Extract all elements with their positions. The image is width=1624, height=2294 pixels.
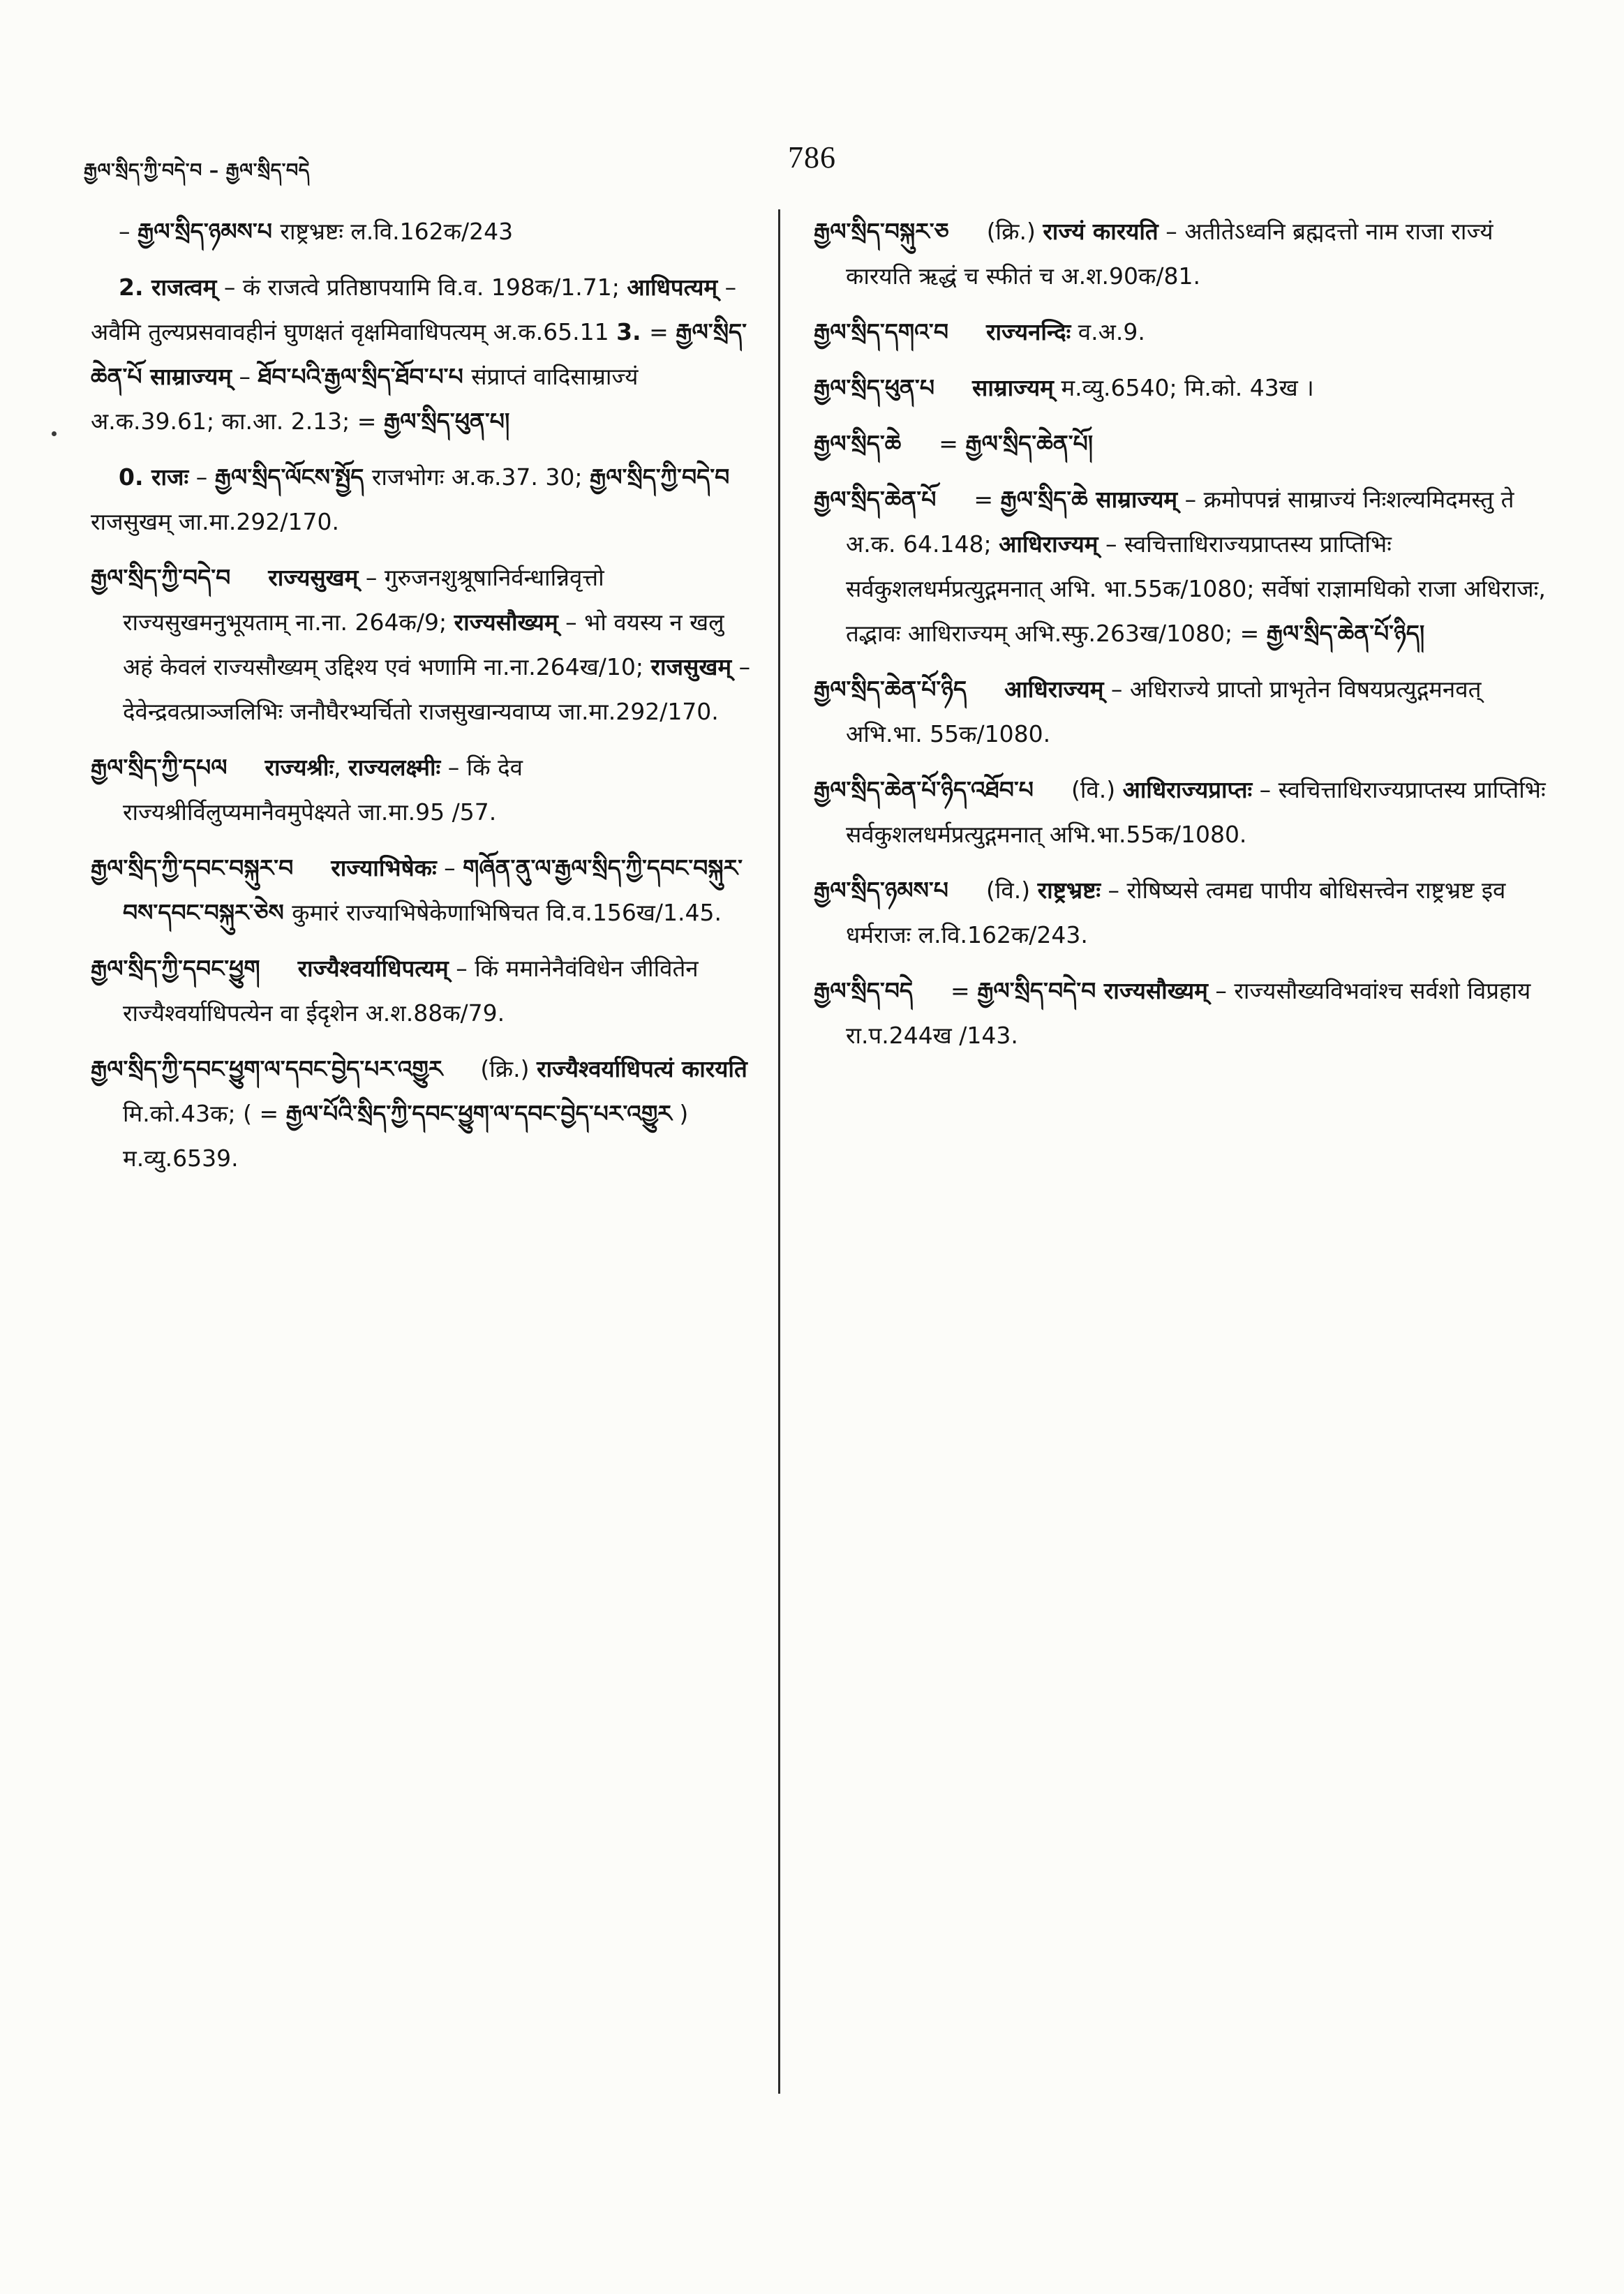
definition-text: कुमारं राज्याभिषेकेणाभिषिचत वि.व.156ख/1.45. (292, 899, 722, 926)
entry-headword-tibetan: རྒྱལ་སྲིད་ཉམས་པ (814, 877, 948, 904)
definition-text: = (974, 486, 1001, 513)
definition-text: – (231, 363, 258, 390)
definition-text: (क्रि.) (480, 1055, 537, 1082)
definition-text: (क्रि.) (986, 218, 1043, 245)
left-column (91, 209, 778, 2094)
entry-headword-tibetan: རྒྱལ་སྲིད་ཀྱི་བདེ་བ (91, 564, 231, 591)
definition-text: – रोषिष्यसे त्वमद्य पापीय बोधिसत्त्वेन राष्ट्रभ्रष्ट इव धर्मराजः ल.वि.162क/243. (846, 877, 1506, 948)
definition-text: – किं ममानेनैवंविधेन जीवितेन राज्यैश्वर्याधिपत्येन वा ईदृशेन अ.श.88क/79. (123, 955, 699, 1027)
scan-artifact-dot (52, 431, 57, 436)
entry-headword-tibetan: རྒྱལ་སྲིད་དགའ་བ (814, 318, 948, 345)
definition-text: आधिपत्यम् (627, 274, 718, 301)
definition-text: व.अ.9. (1071, 318, 1145, 345)
definition-text: राजसुखम् जा.मा.292/170. (91, 508, 339, 535)
dictionary-entry (814, 209, 1554, 299)
definition-text: आधिराज्यप्राप्तः (1122, 776, 1253, 803)
definition-text: साम्राज्यम् (150, 363, 232, 390)
tibetan-phrase: རྒྱལ་སྲིད་ཆེན་པོ་ཉིད། (1266, 620, 1425, 647)
tibetan-phrase: གཞོན་ནུ་ལ་རྒྱལ་སྲིད་ཀྱི་དབང་བསྐུར་བས་དབང་བསྐུར་ཅེས (123, 854, 743, 926)
definition-text: ) म.व्यु.6539. (123, 1100, 689, 1172)
entry-headword-tibetan: རྒྱལ་སྲིད་བསྐུར་ཅ (814, 218, 949, 245)
entry-headword-tibetan: རྒྱལ་སྲིད་ཀྱི་དབང་ཕྱུག་ལ་དབང་བྱེད་པར་འགྱུར (91, 1055, 443, 1082)
definition-text: = (939, 430, 966, 457)
entry-headword-tibetan: རྒྱལ་སྲིད་ཆེན་པོ (814, 486, 937, 513)
definition-text: – अधिराज्ये प्राप्तो प्राभृतेन विषयप्रत्युद्गमनवत् अभि.भा. 55क/1080. (846, 676, 1482, 747)
dictionary-entry (814, 768, 1554, 857)
running-head: རྒྱལ་སྲིད་ཀྱི་བདེ་བ – རྒྱལ་སྲིད་བདེ (84, 160, 310, 181)
definition-text: राज्यैश्वर्याधिपत्यं कारयति (537, 1055, 747, 1082)
dictionary-entry (814, 667, 1554, 757)
definition-text: – क्रमोपपन्नं साम्राज्यं निःशल्यमिदमस्तु ते अ.क. 64.148; (846, 486, 1514, 558)
page-number: 786 (788, 140, 836, 174)
tibetan-phrase: རྒྱལ་པོའི་སྲིད་ཀྱི་དབང་ཕྱུག་ལ་དབང་བྱེད་པར་འགྱུར (285, 1100, 672, 1127)
definition-text: आधिराज्यम् (1004, 676, 1104, 703)
dictionary-entry (91, 846, 757, 935)
definition-text: राज्यश्रीः (265, 754, 334, 781)
definition-text: संप्राप्तं वादिसाम्राज्यं अ.क.39.61; का.आ. 2.13; = (91, 363, 639, 435)
definition-text: राज्यनन्दिः (985, 318, 1071, 345)
dictionary-entry (814, 422, 1554, 466)
dictionary-entry (814, 969, 1554, 1058)
definition-text: राज्यं कारयति (1043, 218, 1159, 245)
dictionary-entry (91, 1047, 757, 1181)
definition-text: 2. (119, 274, 151, 301)
definition-text: राजः (151, 463, 189, 491)
definition-text: – (436, 854, 463, 881)
entry-continuation (91, 265, 757, 444)
tibetan-phrase: རྒྱལ་སྲིད་ཆེན་པོ། (965, 430, 1094, 457)
text-block (91, 209, 1554, 2094)
dictionary-entry (91, 556, 757, 734)
definition-text: – (188, 463, 215, 491)
definition-text: राजत्वम् (151, 274, 217, 301)
dictionary-entry (91, 946, 757, 1036)
tibetan-phrase: རྒྱལ་སྲིད་ཉམས་པ (137, 218, 281, 245)
definition-text: राष्ट्रभ्रष्टः (1037, 877, 1101, 904)
tibetan-phrase: རྒྱལ་སྲིད་བདེ་བ (977, 977, 1104, 1004)
definition-text: म.व्यु.6540; मि.को. 43ख । (1053, 374, 1314, 401)
dictionary-entry (814, 477, 1554, 656)
entry-headword-tibetan: རྒྱལ་སྲིད་བདེ (814, 977, 914, 1004)
definition-text: राष्ट्रभ्रष्टः ल.वि.162क/243 (280, 218, 514, 245)
definition-text: मि.को.43क; ( = (123, 1100, 286, 1127)
definition-text: राजसुखम् (650, 653, 732, 680)
page-header (84, 140, 1540, 181)
definition-text: – (119, 218, 137, 245)
entry-continuation (91, 455, 757, 544)
entry-headword-tibetan: རྒྱལ་སྲིད་ཀྱི་དབང་ཕྱུག (91, 955, 260, 982)
definition-text: राज्यसौख्यम् (1103, 977, 1208, 1004)
definition-text: (वि.) (985, 877, 1038, 904)
definition-text: 3. (616, 318, 650, 345)
dictionary-entry (814, 868, 1554, 958)
definition-text: – गुरुजनशुश्रूषानिर्वन्धान्निवृत्तो राज्यसुखमनुभूयताम् ना.ना. 264क/9; (123, 564, 604, 636)
definition-text: राज्यलक्ष्मीः (348, 754, 441, 781)
entry-headword-tibetan: རྒྱལ་སྲིད་ཆེ (814, 430, 902, 457)
definition-text: 0. (119, 463, 151, 491)
dictionary-entry (91, 745, 757, 835)
tibetan-phrase: རྒྱལ་སྲིད་ཀྱི་བདེ་བ (590, 463, 730, 491)
entry-continuation (91, 209, 757, 254)
tibetan-phrase: ཐོབ་པའི་རྒྱལ་སྲིད་ཐོབ་པ་པ (258, 363, 472, 390)
definition-text: (वि.) (1071, 776, 1123, 803)
definition-text: = (649, 318, 676, 345)
definition-text: – स्वचित्ताधिराज्यप्राप्तस्य प्राप्तिभिः सर्वकुशलधर्मप्रत्युद्गमनात् अभि. भा.55क/1080; सर्वेषां राज्ञामधिको राजा अधिराजः, तद्भावः आधिराज्यम् अभि.स्फु.263ख/1080; = (846, 530, 1546, 647)
definition-text: आधिराज्यम् (999, 530, 1098, 558)
definition-text: – देवेन्द्रवत्प्राञ्जलिभिः जनौघैरभ्यर्चितो राजसुखान्यवाप्य जा.मा.292/170. (123, 653, 751, 725)
definition-text: – अवैमि तुल्यप्रसवावहीनं घुणक्षतं वृक्षमिवाधिपत्यम् अ.क.65.11 (91, 274, 737, 345)
definition-text: राजभोगः अ.क.37. 30; (371, 463, 590, 491)
definition-text: साम्राज्यम् (1096, 486, 1178, 513)
definition-text: – किं देव राज्यश्रीर्विलुप्यमानैवमुपेक्ष्यते जा.मा.95 /57. (123, 754, 523, 826)
entry-headword-tibetan: རྒྱལ་སྲིད་ཀྱི་དབང་བསྐུར་བ (91, 854, 294, 881)
tibetan-phrase: རྒྱལ་སྲིད་ཕུན་པ། (383, 408, 510, 435)
entry-headword-tibetan: རྒྱལ་སྲིད་ཆེན་པོ་ཉིད (814, 676, 967, 703)
definition-text: राज्याभिषेकः (331, 854, 437, 881)
tibetan-phrase: རྒྱལ་སྲིད་ཆེན་པོ (91, 318, 747, 390)
dictionary-entry (814, 366, 1554, 410)
definition-text: – राज्यसौख्यविभवांश्च सर्वशो विप्रहाय रा.प.244ख /143. (846, 977, 1531, 1049)
definition-text: = (951, 977, 978, 1004)
definition-text: राज्यसुखम् (268, 564, 359, 591)
entry-headword-tibetan: རྒྱལ་སྲིད་ཀྱི་དཔལ (91, 754, 228, 781)
entry-headword-tibetan: རྒྱལ་སྲིད་ཆེན་པོ་ཉིད་འཐོབ་པ (814, 776, 1034, 803)
tibetan-phrase: རྒྱལ་སྲིད་ལོངས་སྤྱོད (214, 463, 372, 491)
right-column (780, 209, 1554, 2094)
definition-text: – अतीतेऽध्वनि ब्रह्मदत्तो नाम राजा राज्यं कारयति ऋद्धं च स्फीतं च अ.श.90क/81. (846, 218, 1493, 290)
definition-text: , (334, 754, 349, 781)
definition-text: राज्यैश्वर्याधिपत्यम् (297, 955, 449, 982)
definition-text: – भो वयस्य न खलु अहं केवलं राज्यसौख्यम् उद्दिश्य एवं भणामि ना.ना.264ख/10; (123, 609, 724, 680)
tibetan-phrase: རྒྱལ་སྲིད་ཆེ (1000, 486, 1096, 513)
definition-text: साम्राज्यम् (972, 374, 1054, 401)
definition-text: – स्वचित्ताधिराज्यप्राप्तस्य प्राप्तिभिः सर्वकुशलधर्मप्रत्युद्गमनात् अभि.भा.55क/1080. (846, 776, 1546, 848)
dictionary-entry (814, 310, 1554, 355)
entry-headword-tibetan: རྒྱལ་སྲིད་ཕུན་པ (814, 374, 935, 401)
definition-text: राज्यसौख्यम् (454, 609, 558, 636)
definition-text: – कं राजत्वे प्रतिष्ठापयामि वि.व. 198क/1.71; (216, 274, 627, 301)
